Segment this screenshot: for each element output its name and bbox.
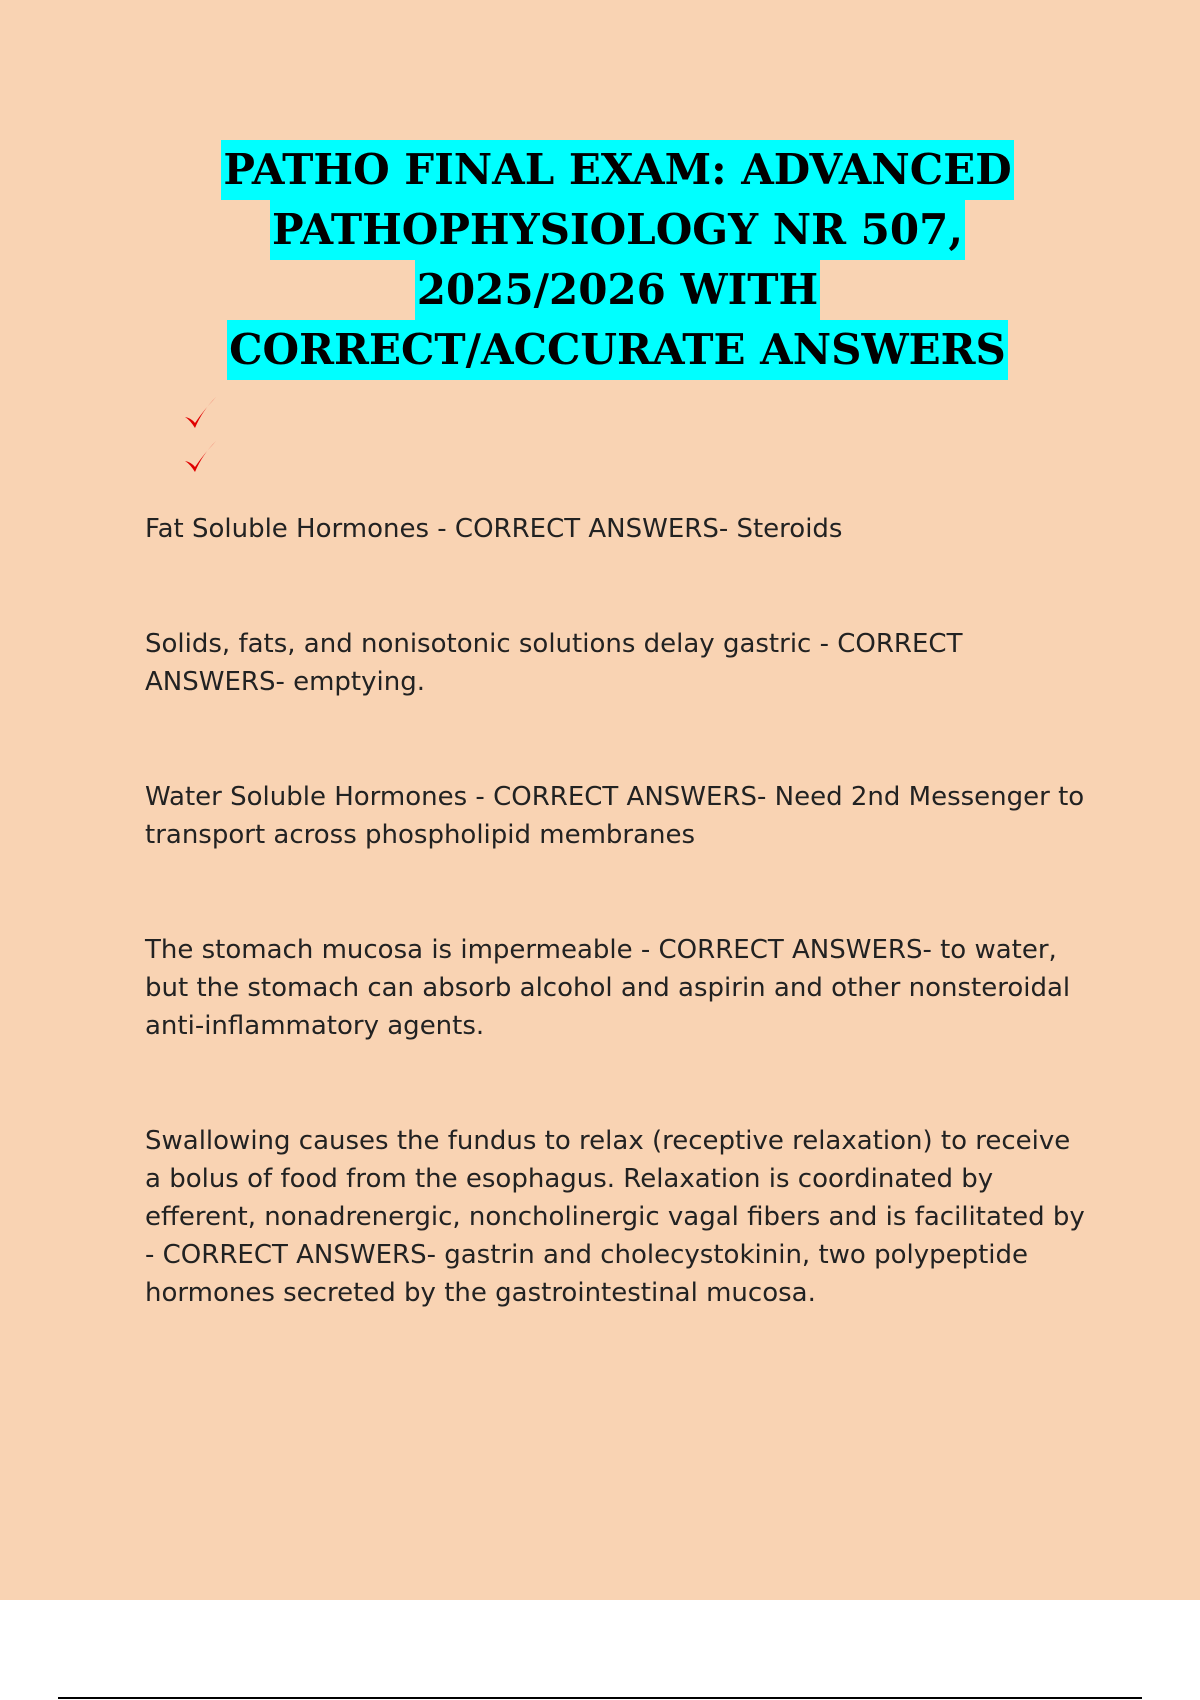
- qa-item: Water Soluble Hormones - CORRECT ANSWERS- Need 2nd Messenger to transport across phospholipid membranes: [145, 782, 1085, 850]
- qa-item: Swallowing causes the fundus to relax (receptive relaxation) to receive a bolus of food from the esophagus. Relaxation is coordinated by efferent, nonadrenergic, noncholinergic vagal fibers and is facilitated by - CORRECT ANSWERS- gastrin and cholecystokinin, two polypeptide hormones secreted by the gastrointestinal mucosa.: [145, 1126, 1085, 1308]
- title-line: PATHOPHYSIOLOGY NR 507,: [270, 200, 965, 260]
- checkmark-icon: [182, 393, 218, 437]
- document-title: [100, 140, 1135, 380]
- title-line: PATHO FINAL EXAM: ADVANCED: [221, 140, 1013, 200]
- title-line: CORRECT/ACCURATE ANSWERS: [227, 320, 1008, 380]
- page-divider: [58, 1697, 1142, 1699]
- qa-item: Fat Soluble Hormones - CORRECT ANSWERS- Steroids: [145, 514, 843, 544]
- checkmark-icon: [182, 437, 218, 481]
- qa-item: Solids, fats, and nonisotonic solutions delay gastric - CORRECT ANSWERS- emptying.: [145, 629, 963, 697]
- qa-item: The stomach mucosa is impermeable - CORRECT ANSWERS- to water, but the stomach can absorb alcohol and aspirin and other nonsteroidal anti-inflammatory agents.: [145, 935, 1071, 1041]
- qa-list: [145, 510, 1085, 1312]
- title-line: 2025/2026 WITH: [415, 260, 821, 320]
- checkmark-list: [182, 393, 218, 481]
